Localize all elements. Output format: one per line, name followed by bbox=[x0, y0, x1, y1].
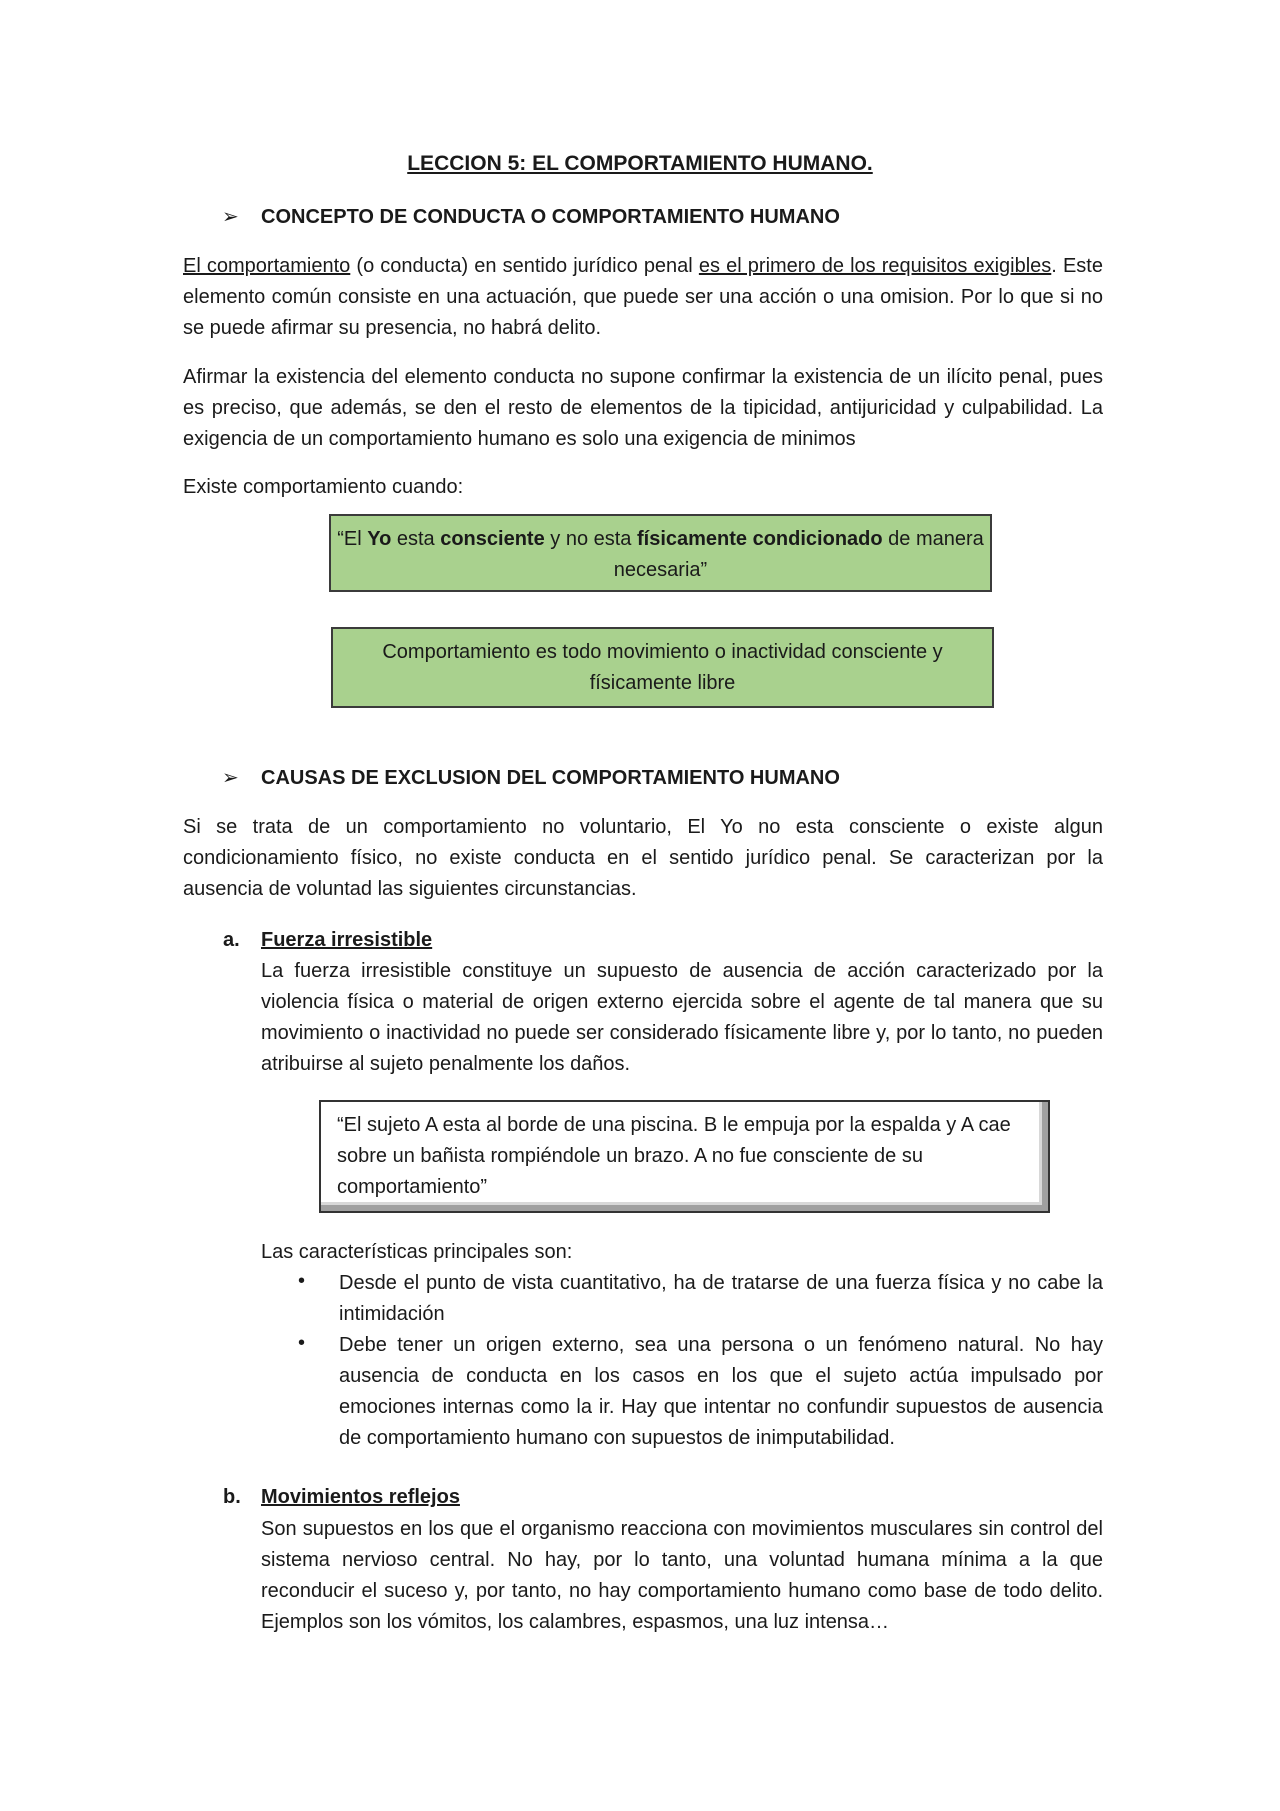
bullet-item-1: Desde el punto de vista cuantitativo, ha de tratarse de una fuerza física y no cabe la intimidación bbox=[339, 1272, 1103, 1325]
paragraph-existe: Existe comportamiento cuando: bbox=[183, 476, 464, 498]
text-span: de manera necesaria” bbox=[613, 528, 984, 581]
example-text: “El sujeto A esta al borde de una piscina. B le empuja por la espalda y A cae sobre un bañista rompiéndole un brazo. A no fue consciente de su comportamiento” bbox=[337, 1114, 1011, 1198]
item-a-letter: a. bbox=[223, 929, 240, 951]
bullet-item-2: Debe tener un origen externo, sea una persona o un fenómeno natural. No hay ausencia de conducta en los casos en los que el sujeto actúa impulsado por emociones internas como la ir. Hay que intentar no confundir supuestos de ausencia de comportamiento humano con supuestos de inimputabilidad. bbox=[339, 1334, 1103, 1449]
item-b-text: Son supuestos en los que el organismo reacciona con movimientos musculares sin control del sistema nervioso central. No hay, por lo tanto, una voluntad humana mínima a la que reconducir el suceso y, por tanto, no hay comportamiento humano como base de todo delito. Ejemplos son los vómitos, los calambres, espasmos, una luz intensa… bbox=[261, 1518, 1103, 1633]
item-a-title: Fuerza irresistible bbox=[261, 929, 433, 951]
bullet-dot-icon: • bbox=[298, 1332, 306, 1354]
text-span: esta bbox=[391, 528, 441, 550]
bold-term: consciente bbox=[440, 528, 545, 550]
definition-box-yo bbox=[329, 514, 992, 592]
section-heading-concepto: CONCEPTO DE CONDUCTA O COMPORTAMIENTO HUMANO bbox=[261, 206, 840, 228]
section-heading-causas: CAUSAS DE EXCLUSION DEL COMPORTAMIENTO HUMANO bbox=[261, 767, 840, 789]
section-arrow-icon: ➢ bbox=[222, 206, 239, 228]
item-b-letter: b. bbox=[223, 1486, 241, 1508]
paragraph-concepto-2: Afirmar la existencia del elemento conducta no supone confirmar la existencia de un ilícito penal, pues es preciso, que además, se den el resto de elementos de la tipicidad, antijuricidad y culpabilidad. La exigencia de un comportamiento humano es solo una exigencia de minimos bbox=[183, 366, 1103, 450]
section-arrow-icon: ➢ bbox=[222, 767, 239, 789]
bullet-dot-icon: • bbox=[298, 1270, 306, 1292]
text-span: “El bbox=[337, 528, 368, 550]
paragraph-concepto-1 bbox=[183, 251, 1103, 344]
text-span: (o conducta) en sentido jurídico penal bbox=[350, 255, 699, 277]
paragraph-causas-1: Si se trata de un comportamiento no voluntario, El Yo no esta consciente o existe algun condicionamiento físico, no existe conducta en el sentido jurídico penal. Se caracterizan por la ausencia de voluntad las siguientes circunstancias. bbox=[183, 816, 1103, 900]
example-box bbox=[319, 1100, 1050, 1213]
item-a-text: La fuerza irresistible constituye un supuesto de ausencia de acción caracterizado por la violencia física o material de origen externo ejercida sobre el agente de tal manera que su movimiento o inactividad no puede ser considerado físicamente libre y, por lo tanto, no pueden atribuirse al sujeto penalmente los daños. bbox=[261, 960, 1103, 1075]
item-b-title: Movimientos reflejos bbox=[261, 1486, 460, 1508]
page-title: LECCION 5: EL COMPORTAMIENTO HUMANO. bbox=[407, 152, 873, 175]
bold-term: Yo bbox=[367, 528, 392, 550]
text-span: y no esta bbox=[544, 528, 637, 550]
term-requisitos: es el primero de los requisitos exigibles bbox=[698, 255, 1052, 277]
term-comportamiento: El comportamiento bbox=[183, 255, 351, 277]
bold-term: físicamente condicionado bbox=[636, 528, 883, 550]
definition-box-comportamiento: Comportamiento es todo movimiento o inactividad consciente y físicamente libre bbox=[331, 627, 994, 708]
text-span: . Este elemento común consiste en una actuación, que puede ser una acción o una omision. Por lo que si no se puede afirmar su presencia, no habrá delito. bbox=[183, 255, 1103, 339]
characteristics-intro: Las características principales son: bbox=[261, 1241, 573, 1263]
